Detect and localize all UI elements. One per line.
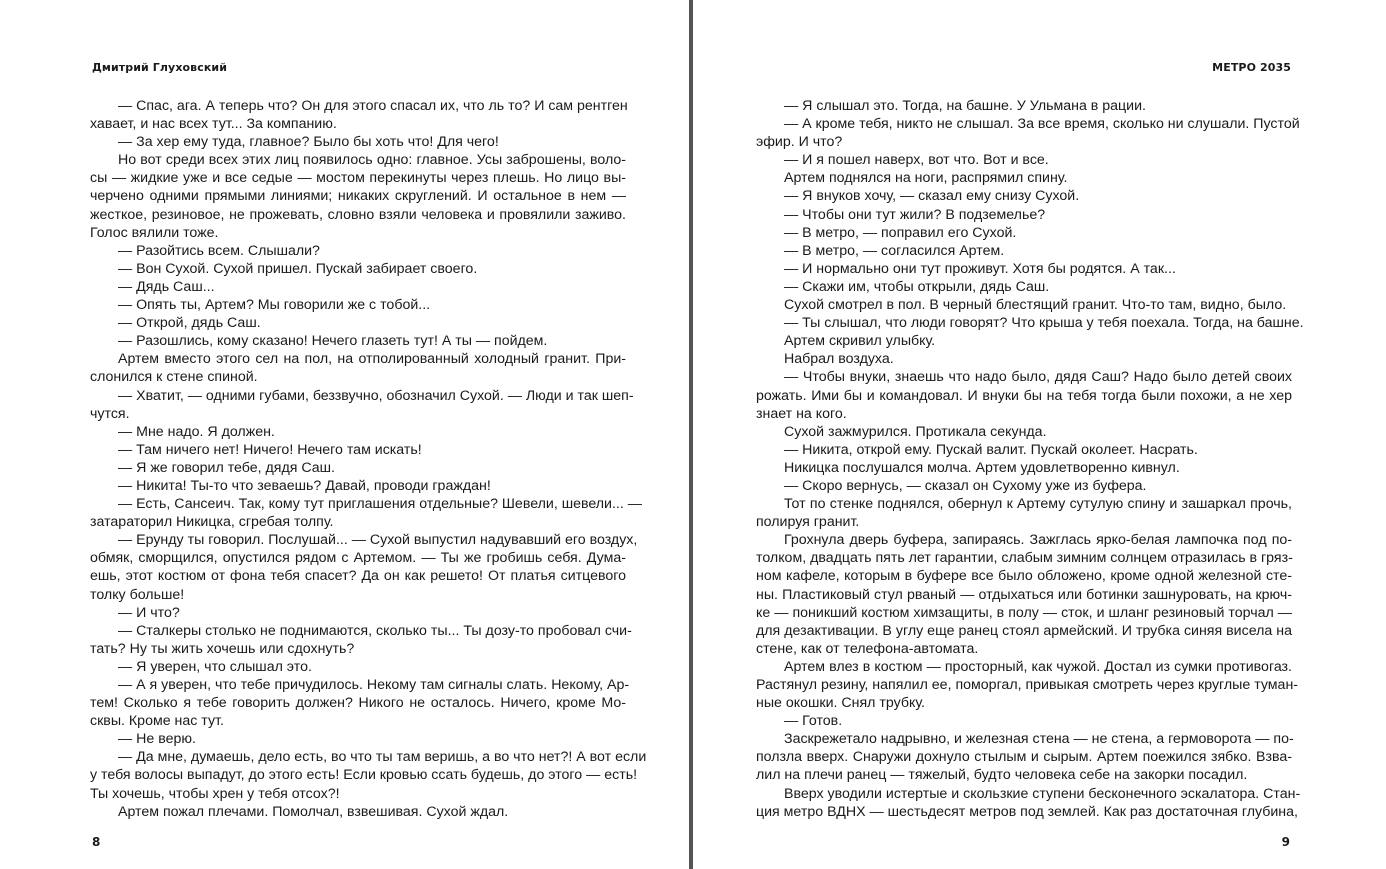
text-line: стене, как от телефона-автомата. [756,640,979,657]
text-line: Тот по стенке поднялся, обернул к Артему сутулую спину и зашаркал прочь, [784,496,1292,513]
text-line: Артем влез в костюм — просторный, как чужой. Достал из сумки противогаз. [784,658,1292,675]
page-number-left: 8 [92,835,101,849]
text-line: — За хер ему туда, главное? Было бы хоть что! Для чего! [118,134,499,151]
book-spine-divider [689,0,693,869]
text-line: рожать. Ими бы и командовал. И внуки бы на тебя тогда были похожи, а не хер [756,387,1292,404]
text-line: знает на кого. [756,405,847,422]
text-line: — И я пошел наверх, вот что. Вот и все. [784,152,1049,169]
text-line: ке — поникший костюм химзащиты, в полу — сток, и шланг резиновый торчал — [756,604,1292,621]
text-line: — Чтобы внуки, знаешь что надо было, дядя Саш? Надо было детей своих [784,369,1292,386]
text-line: — И нормально они тут проживут. Хотя бы родятся. А так... [784,260,1176,277]
text-line: сы — жидкие уже и все седые — мостом перекинуты через плешь. Но лицо вы- [90,170,626,187]
left-page-text [90,97,647,821]
text-line: черчено одними прямыми линиями; никаких скруглений. И остальное в нем — [90,188,626,205]
text-line: полируя гранит. [756,514,860,531]
text-line: тем! Сколько я тебе говорить должен? Никого не осталось. Ничего, кроме Мо- [90,695,626,712]
text-line: Артем вместо этого сел на пол, на отполированный холодный гранит. При- [118,351,626,368]
text-line: эфир. И что? [756,134,843,151]
text-line: Растянул резину, напялил ее, поморгал, привыкая смотреть через круглые туман- [756,677,1299,693]
text-line: ция метро ВДНХ — шестьдесят метров под землей. Как раз достаточная глубина, [756,803,1298,820]
text-line: чутся. [90,405,130,422]
text-line: — Спас, ага. А теперь что? Он для этого спасал их, что ль то? И сам рентген [118,98,628,114]
text-line: — Хватит, — одними губами, беззвучно, обозначил Сухой. — Люди и так шеп- [118,387,634,404]
text-line: — Чтобы они тут жили? В подземелье? [784,206,1046,223]
text-line: Грохнула дверь буфера, запираясь. Зажглась ярко-белая лампочка под по- [784,532,1292,549]
text-line: Ты хочешь, чтобы хрен у тебя отсох?! [90,785,340,802]
text-line: затараторил Никицка, сгребая толпу. [90,514,334,531]
text-line: — Там ничего нет! Ничего! Нечего там искать! [118,441,422,458]
text-line: — Скоро вернусь, — сказал он Сухому уже из буфера. [784,477,1147,494]
text-line: ползла вверх. Снаружи дохнуло стылым и сырым. Артем поежился зябко. Взва- [756,749,1292,766]
text-line: — Ты слышал, что люди говорят? Что крыша у тебя поехала. Тогда, на башне. [784,315,1304,332]
text-line: слонился к стене спиной. [90,369,258,386]
text-line: — Готов. [784,713,843,730]
text-line: обмяк, сморщился, опустился рядом с Артемом. — Ты же гробишь себя. Дума- [90,550,626,567]
text-line: — Есть, Сансеич. Так, кому тут приглашения отдельные? Шевели, шевели... — [118,496,642,513]
text-line: жесткое, резиновое, не прожевать, словно взяли человека и провялили заживо. [90,206,626,223]
text-line: — Скажи им, чтобы открыли, дядь Саш. [784,278,1050,295]
text-line: — Я же говорил тебе, дядя Саш. [118,459,335,476]
text-line: ешь, этот костюм от фона тебя спасет? Да он как решето! От платья ситцевого [90,568,626,585]
left-page [0,0,690,869]
text-line: — Разошлись, кому сказано! Нечего глазеть тут! А ты — пойдем. [118,333,548,350]
text-line: Но вот среди всех этих лиц появилось одно: главное. Усы заброшены, воло- [118,152,626,169]
text-line: Артем скривил улыбку. [784,333,936,350]
text-line: лил на плечи ранец — тяжелый, будто человека себе на закорки посадил. [756,767,1248,784]
text-line: ном кафеле, которым в буфере все было обложено, кроме одной железной сте- [756,568,1292,585]
text-line: Заскрежетало надрывно, и железная стена — не стена, а гермоворота — по- [784,731,1294,748]
text-line: ны. Пластиковый стул рваный — отдыхаться или ботинки зашнуровать, на крюч- [756,586,1292,603]
text-line: ные окошки. Снял трубку. [756,695,925,712]
text-line: — А кроме тебя, никто не слышал. За все время, сколько ни слушали. Пустой [784,116,1300,133]
text-line: толку больше! [90,586,185,603]
text-line: — Разойтись всем. Слышали? [118,242,320,259]
text-line: — Дядь Саш... [118,278,215,295]
right-page-text [756,97,1304,821]
text-line: — В метро, — согласился Артем. [784,242,1005,259]
text-line: — Никита, открой ему. Пускай валит. Пускай околеет. Насрать. [784,441,1198,458]
text-line: — Я слышал это. Тогда, на башне. У Ульмана в рации. [784,98,1146,114]
text-line: — Вон Сухой. Сухой пришел. Пускай забирает своего. [118,260,478,277]
text-line: — Не верю. [118,731,196,748]
text-line: — Мне надо. Я должен. [118,423,275,440]
text-line: Артем поднялся на ноги, распрямил спину. [784,170,1068,187]
text-line: — Да мне, думаешь, дело есть, во что ты там веришь, а во что нет?! А вот если [118,749,647,766]
text-line: хавает, и нас всех тут... За компанию. [90,116,337,133]
text-line: толком, двадцать пять лет гарантии, слабым зимним солнцем отразилась в гряз- [756,550,1293,567]
text-line: Артем пожал плечами. Помолчал, взвешивая. Сухой ждал. [118,803,509,820]
text-line: сквы. Кроме нас тут. [90,713,224,730]
text-line: — Ерунду ты говорил. Послушай... — Сухой выпустил надувавший его воздух, [118,532,638,549]
running-head-author: Дмитрий Глуховский [92,61,228,74]
text-line: — А я уверен, что тебе причудилось. Некому там сигналы слать. Некому, Ар- [118,677,630,693]
page-number-right: 9 [1281,835,1290,849]
text-line: Никицка послушался молча. Артем удовлетворенно кивнул. [784,459,1180,476]
text-line: — В метро, — поправил его Сухой. [784,224,1017,241]
text-line: для дезактивации. В углу еще ранец стоял армейский. И трубка синяя висела на [756,622,1292,639]
text-line: — Открой, дядь Саш. [118,315,261,332]
text-line: Вверх уводили истертые и скользкие ступени бесконечного эскалатора. Стан- [784,785,1301,802]
text-line: Сухой зажмурился. Протикала секунда. [784,423,1047,440]
text-line: — Я уверен, что слышал это. [118,658,312,675]
text-line: — Я внуков хочу, — сказал ему снизу Сухой. [784,188,1080,205]
text-line: — Опять ты, Артем? Мы говорили же с тобой... [118,297,431,314]
right-page [696,0,1386,869]
text-line: тать? Ну ты жить хочешь или сдохнуть? [90,640,355,657]
text-line: — Сталкеры столько не поднимаются, сколько ты... Ты дозу-то пробовал счи- [118,622,632,639]
text-line: — И что? [118,604,180,621]
text-line: — Никита! Ты-то что зеваешь? Давай, проводи граждан! [118,477,491,494]
running-head-title: МЕТРО 2035 [1212,61,1291,74]
text-line: у тебя волосы выпадут, до этого есть! Если кровью ссать будешь, до этого — есть! [90,767,638,784]
text-line: Набрал воздуха. [784,351,894,368]
text-line: Голос вялили тоже. [90,224,219,241]
text-line: Сухой смотрел в пол. В черный блестящий гранит. Что-то там, видно, было. [784,297,1287,314]
